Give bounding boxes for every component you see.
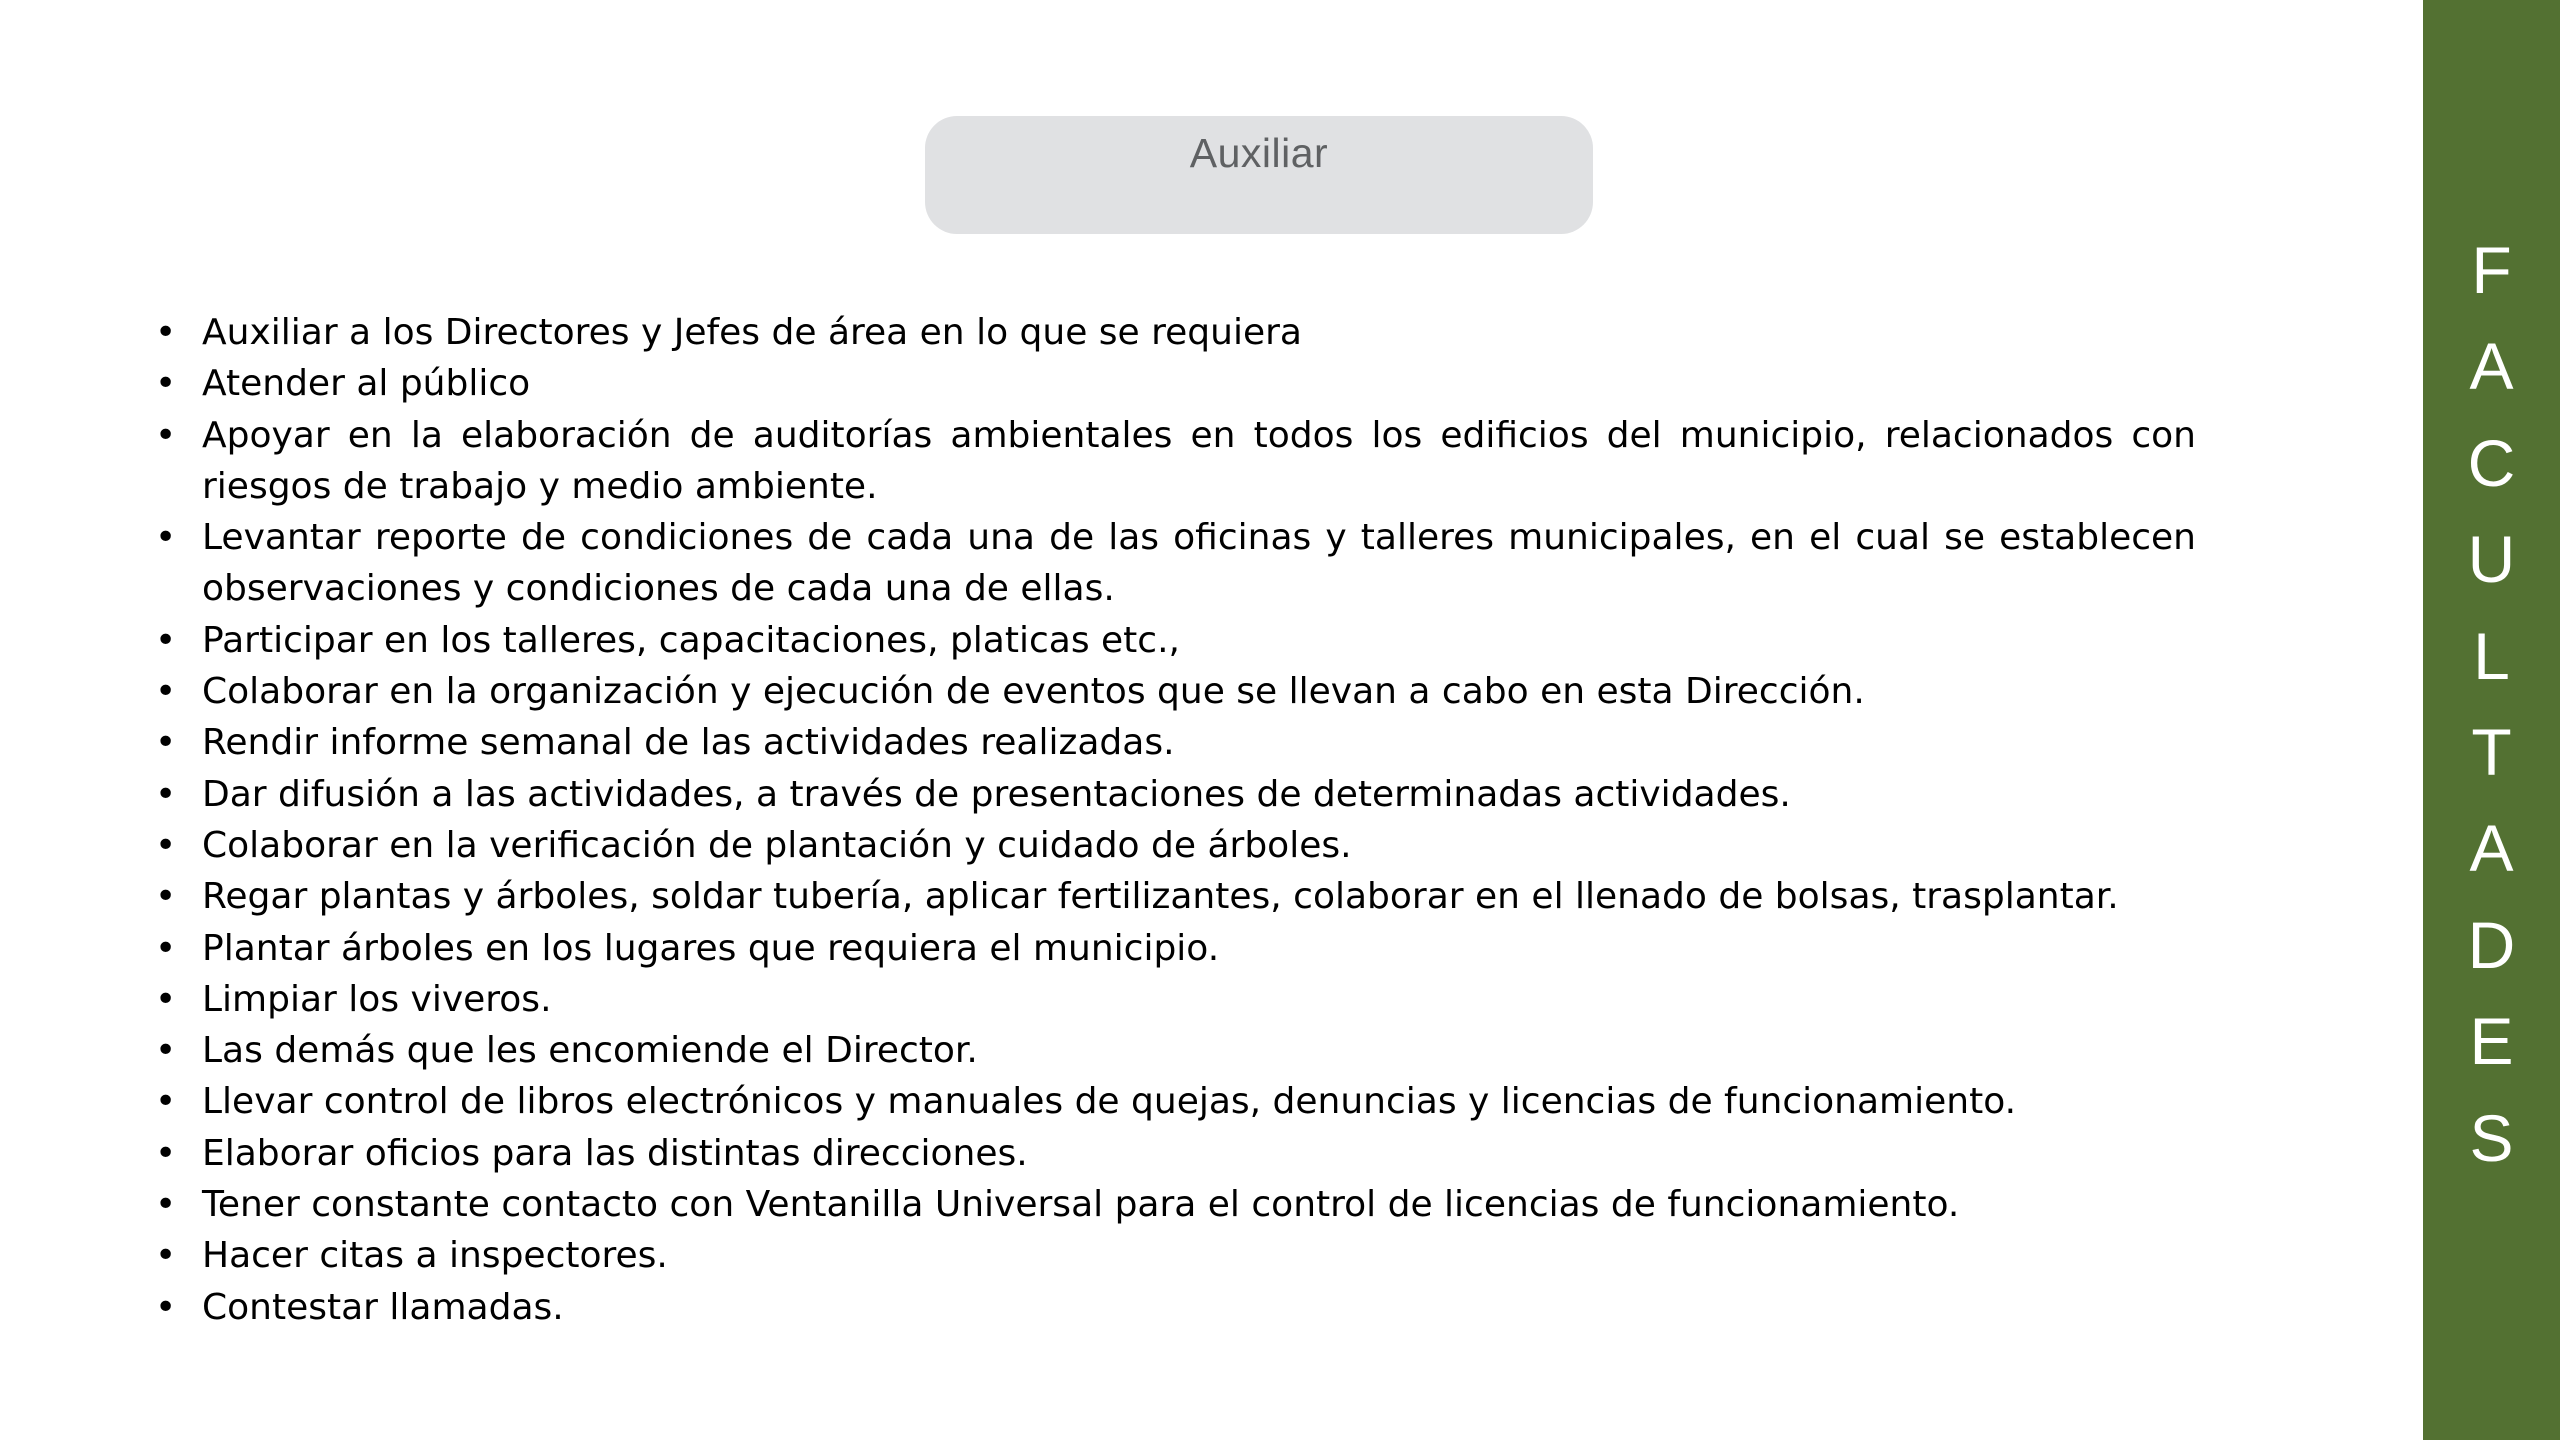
- duties-list: [150, 307, 2196, 1333]
- bullet-icon: •: [155, 1184, 177, 1226]
- side-label: [2423, 222, 2560, 1186]
- duty-item: [150, 512, 2196, 615]
- duty-text: Apoyar en la elaboración de auditorías ambientales en todos los edificios del municipio, relacionados con riesgos de trabajo y medio ambiente.: [202, 414, 2196, 507]
- duty-text: Colaborar en la organización y ejecución de eventos que se llevan a cabo en esta Dirección.: [202, 671, 1865, 713]
- bullet-icon: •: [155, 773, 177, 815]
- duty-item: [150, 615, 2196, 666]
- duty-item: [150, 1076, 2196, 1127]
- side-band: [2423, 0, 2560, 1440]
- duty-text: Contestar llamadas.: [202, 1286, 564, 1328]
- bullet-icon: •: [155, 978, 177, 1020]
- bullet-icon: •: [155, 927, 177, 969]
- duty-item: [150, 871, 2196, 922]
- bullet-icon: •: [155, 1132, 177, 1174]
- side-label-letter: S: [2469, 1100, 2514, 1175]
- duty-text: Atender al público: [202, 363, 531, 405]
- bullet-icon: •: [155, 1030, 177, 1072]
- bullet-icon: •: [155, 1081, 177, 1123]
- bullet-icon: •: [155, 517, 177, 559]
- duty-item: [150, 820, 2196, 871]
- duty-text: Llevar control de libros electrónicos y manuales de quejas, denuncias y licencias de funcionamiento.: [202, 1081, 2017, 1123]
- duty-item: [150, 1025, 2196, 1076]
- bullet-icon: •: [155, 876, 177, 918]
- duty-item: [150, 307, 2196, 358]
- bullet-icon: •: [155, 1235, 177, 1277]
- side-label-letter: L: [2473, 618, 2510, 693]
- duty-text: Dar difusión a las actividades, a través de presentaciones de determinadas actividades.: [202, 773, 1791, 815]
- duty-text: Colaborar en la verificación de plantación y cuidado de árboles.: [202, 824, 1352, 866]
- duty-item: [150, 410, 2196, 513]
- slide-title: Auxiliar: [1189, 130, 1329, 176]
- duty-text: Auxiliar a los Directores y Jefes de área en lo que se requiera: [202, 312, 1302, 353]
- duty-text: Levantar reporte de condiciones de cada una de las oficinas y talleres municipales, en el cual se establecen observaciones y condiciones de cada una de ellas.: [202, 517, 2196, 610]
- side-label-letter: A: [2469, 811, 2514, 886]
- duty-item: [150, 1230, 2196, 1281]
- bullet-icon: •: [155, 671, 177, 713]
- bullet-icon: •: [155, 312, 177, 353]
- side-label-letter: U: [2467, 522, 2516, 597]
- bullet-icon: •: [155, 363, 177, 405]
- title-box: [925, 116, 1593, 234]
- duty-item: [150, 974, 2196, 1025]
- bullet-icon: •: [155, 414, 177, 456]
- duty-item: [150, 1179, 2196, 1230]
- duty-text: Plantar árboles en los lugares que requiera el municipio.: [202, 927, 1220, 969]
- side-label-letter: D: [2467, 907, 2516, 982]
- duty-text: Regar plantas y árboles, soldar tubería, aplicar fertilizantes, colaborar en el llenado de bolsas, trasplantar.: [202, 876, 2119, 918]
- duty-item: [150, 1282, 2196, 1333]
- duty-text: Las demás que les encomiende el Director.: [202, 1030, 978, 1072]
- bullet-icon: •: [155, 824, 177, 866]
- side-label-letter: T: [2471, 715, 2512, 790]
- duty-text: Limpiar los viveros.: [202, 978, 552, 1020]
- duty-text: Hacer citas a inspectores.: [202, 1235, 668, 1277]
- duty-text: Tener constante contacto con Ventanilla Universal para el control de licencias de funcionamiento.: [202, 1184, 1960, 1226]
- bullet-icon: •: [155, 722, 177, 764]
- duty-text: Participar en los talleres, capacitaciones, platicas etc.,: [202, 619, 1180, 661]
- duty-item: [150, 666, 2196, 717]
- side-label-letter: A: [2469, 329, 2514, 404]
- duty-item: [150, 1128, 2196, 1179]
- duty-item: [150, 769, 2196, 820]
- duty-item: [150, 923, 2196, 974]
- duty-item: [150, 358, 2196, 409]
- duty-text: Rendir informe semanal de las actividades realizadas.: [202, 722, 1175, 764]
- side-label-letter: C: [2467, 425, 2516, 500]
- bullet-icon: •: [155, 1286, 177, 1328]
- duty-text: Elaborar oficios para las distintas direcciones.: [202, 1132, 1028, 1174]
- bullet-icon: •: [155, 619, 177, 661]
- side-label-letter: F: [2471, 233, 2512, 307]
- side-label-letter: E: [2469, 1004, 2514, 1079]
- duty-item: [150, 717, 2196, 768]
